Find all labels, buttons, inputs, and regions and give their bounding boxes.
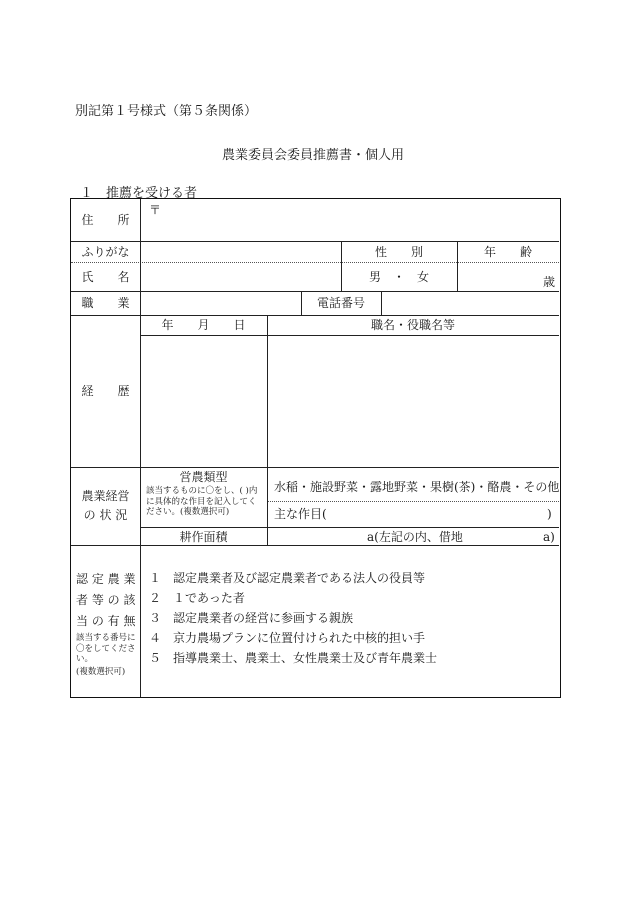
gender-options[interactable]: 男 ・ 女: [368, 270, 429, 284]
name-input[interactable]: [141, 262, 341, 291]
farming-label-line1: 農業経営: [81, 489, 130, 503]
certified-label-line3: 当 の 有 無: [76, 614, 136, 628]
certified-item-4[interactable]: ４ 京力農場プランに位置付けられた中核的担い手: [149, 631, 426, 645]
age-input[interactable]: [458, 262, 538, 291]
certified-note: 該当する番号に〇をしてください。: [76, 633, 136, 664]
main-crop-input[interactable]: [333, 503, 545, 525]
phone-label: 電話番号: [316, 296, 365, 310]
leased-area-input[interactable]: [475, 528, 541, 545]
page-title: 農業委員会委員推薦書・個人用: [222, 148, 405, 163]
nominee-form: [70, 198, 561, 698]
farming-type-title: 営農類型: [179, 470, 228, 484]
phone-input[interactable]: [382, 291, 559, 315]
address-input[interactable]: [141, 199, 559, 241]
career-label: 経 歴: [81, 384, 130, 398]
certified-item-5[interactable]: ５ 指導農業士、農業士、女性農業士及び青年農業士: [149, 651, 438, 665]
area-close: a): [543, 530, 555, 544]
certified-label-line1: 認 定 農 業: [76, 572, 136, 586]
area-value: a(左記の内、借地: [367, 530, 463, 544]
postal-mark: 〒: [149, 203, 162, 217]
career-position-input[interactable]: [268, 336, 559, 467]
gender-header: 性 別: [374, 245, 423, 259]
furigana-label: ふりがな: [81, 245, 130, 259]
main-crop-label: 主な作目(: [274, 507, 327, 521]
career-position-header: 職名・役職名等: [370, 318, 455, 332]
age-header: 年 齢: [483, 245, 532, 259]
form-number: 別記第１号様式（第５条関係）: [75, 104, 258, 119]
area-input[interactable]: [268, 528, 364, 545]
area-label: 耕作面積: [179, 530, 228, 544]
furigana-input[interactable]: [141, 241, 341, 262]
main-crop-close: ): [547, 507, 552, 521]
age-unit: 歳: [543, 275, 556, 289]
occupation-input[interactable]: [141, 291, 301, 315]
certified-item-1[interactable]: １ 認定農業者及び認定農業者である法人の役員等: [149, 571, 426, 585]
name-label: 氏 名: [81, 270, 130, 284]
farming-type-options[interactable]: 水稲・施設野菜・露地野菜・果樹(茶)・酪農・その他: [274, 480, 560, 494]
certified-item-2[interactable]: ２ １であった者: [149, 591, 245, 605]
career-date-input[interactable]: [141, 336, 267, 467]
certified-note-multiple: (複数選択可): [76, 667, 126, 677]
farming-type-note: 該当するものに〇をし、( )内に具体的な作目を記入してください。(複数選択可): [146, 486, 258, 517]
career-date-header: 年 月 日: [161, 318, 246, 332]
address-label: 住 所: [81, 213, 130, 227]
certified-label-line2: 者 等 の 該: [76, 593, 136, 607]
farming-label-line2: の 状 況: [83, 508, 128, 522]
occupation-label: 職 業: [81, 296, 130, 310]
section-heading: １ 推薦を受ける者: [80, 186, 198, 201]
certified-item-3[interactable]: ３ 認定農業者の経営に参画する親族: [149, 611, 354, 625]
